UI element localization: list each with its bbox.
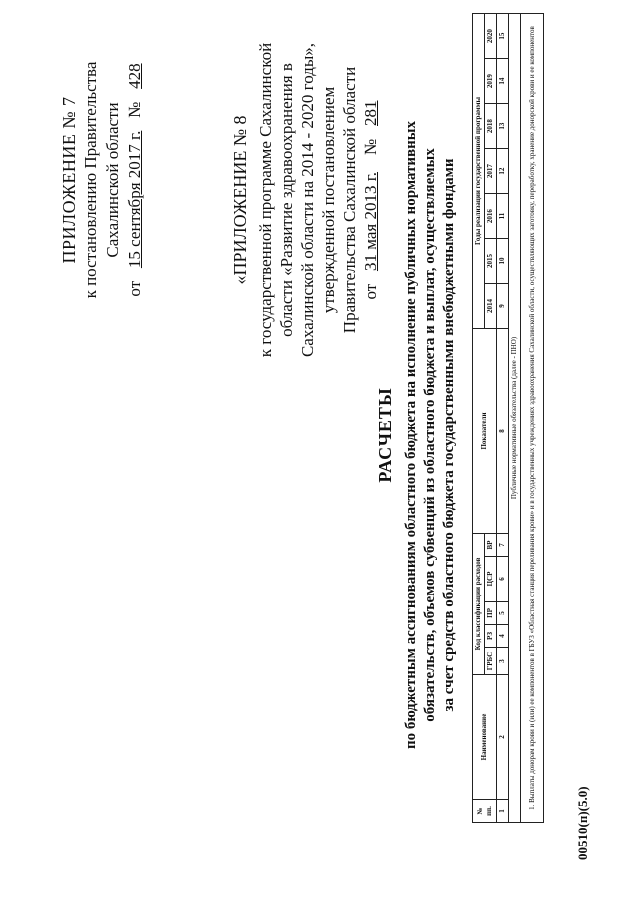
- col-number: 4: [497, 625, 509, 648]
- col-number: 11: [497, 194, 509, 239]
- header-year: 2016: [485, 194, 497, 239]
- appendix-7-line1: к постановлению Правительства: [81, 61, 100, 299]
- appendix-7-block: [58, 15, 146, 345]
- calculations-line1: по бюджетным ассигнованиям областного бюджета на исполнение публичных нормативных: [403, 120, 419, 750]
- appendix-7-number: 428: [125, 63, 144, 89]
- appendix-8-line4: утвержденной постановлением: [319, 86, 338, 314]
- header-year: 2019: [485, 59, 497, 104]
- footer-code: 00510(п)(5.0): [575, 786, 590, 860]
- appendix-7-no-sign: №: [125, 101, 144, 118]
- appendix-8-from: от: [361, 283, 380, 300]
- header-no: № пп.: [473, 800, 497, 823]
- header-year: 2015: [485, 239, 497, 284]
- header-csr: ЦСР: [485, 557, 497, 602]
- header-vr: ВР: [485, 534, 497, 557]
- calculations-table: [472, 13, 544, 823]
- col-number: 9: [497, 284, 509, 329]
- col-number: 7: [497, 534, 509, 557]
- header-pr: ПР: [485, 602, 497, 625]
- header-indicator: Показатели: [473, 329, 497, 534]
- col-number: 14: [497, 59, 509, 104]
- col-number: 13: [497, 104, 509, 149]
- header-years: Годы реализации государственной программы: [473, 14, 485, 329]
- appendix-7-title: ПРИЛОЖЕНИЕ № 7: [59, 96, 79, 264]
- calculations-line2: обязательств, объемов субвенций из областного бюджета и выплат, осуществляемых: [422, 148, 438, 722]
- col-number: 6: [497, 557, 509, 602]
- appendix-7-from: от: [125, 280, 144, 297]
- appendix-7-line2: Сахалинской области: [103, 102, 122, 258]
- header-name: Наименование: [473, 675, 497, 800]
- appendix-7-date-line: [124, 15, 146, 345]
- header-grbs: ГРБС: [485, 648, 497, 675]
- header-year: 2020: [485, 14, 497, 59]
- header-year: 2017: [485, 149, 497, 194]
- col-number: 10: [497, 239, 509, 284]
- col-number: 1: [497, 800, 509, 823]
- appendix-8-line1: к государственной программе Сахалинской: [256, 42, 275, 358]
- col-number: 15: [497, 14, 509, 59]
- header-year: 2014: [485, 284, 497, 329]
- header-code: Код классификации расходов: [473, 534, 485, 675]
- row-1-label: 1. Выплаты донорам крови и (или) ее компонентов в ГБУЗ «Областная станция переливания крови» и в государственных учреждениях здравоохранения Сахалинской области, осуществляющих заготовку, переработку, хранение донорской крови и ее компонентов: [521, 14, 544, 823]
- table-row-pno: [509, 14, 521, 823]
- calculations-title: РАСЧЕТЫ: [375, 387, 395, 483]
- col-number: 3: [497, 648, 509, 675]
- appendix-8-line3: Сахалинской области на 2014 - 2020 годы»,: [298, 42, 317, 358]
- calculations-line3: за счет средств областного бюджета государственными внебюджетными фондами: [441, 158, 457, 712]
- calculations-title-block: [375, 15, 459, 855]
- appendix-7-date: 15 сентября 2017 г.: [125, 130, 144, 269]
- appendix-8-no-sign: №: [361, 138, 380, 155]
- appendix-8-date: 31 мая 2013 г.: [361, 171, 380, 272]
- table-row-1: [521, 14, 544, 823]
- appendix-8-number: 281: [361, 100, 380, 126]
- col-number: 2: [497, 675, 509, 800]
- pno-label: Публичные нормативные обязательства (далее - ПНО): [509, 14, 521, 823]
- appendix-8-title: «ПРИЛОЖЕНИЕ № 8: [230, 115, 250, 285]
- appendix-8-line2: области «Развитие здравоохранения в: [277, 63, 296, 337]
- appendix-8-line5: Правительства Сахалинской области: [340, 66, 359, 334]
- header-year: 2018: [485, 104, 497, 149]
- header-rz: РЗ: [485, 625, 497, 648]
- table-number-row: [497, 14, 509, 823]
- col-number: 12: [497, 149, 509, 194]
- table-header-row-1: [473, 14, 485, 823]
- col-number: 5: [497, 602, 509, 625]
- appendix-8-block: [230, 20, 381, 380]
- col-number: 8: [497, 329, 509, 534]
